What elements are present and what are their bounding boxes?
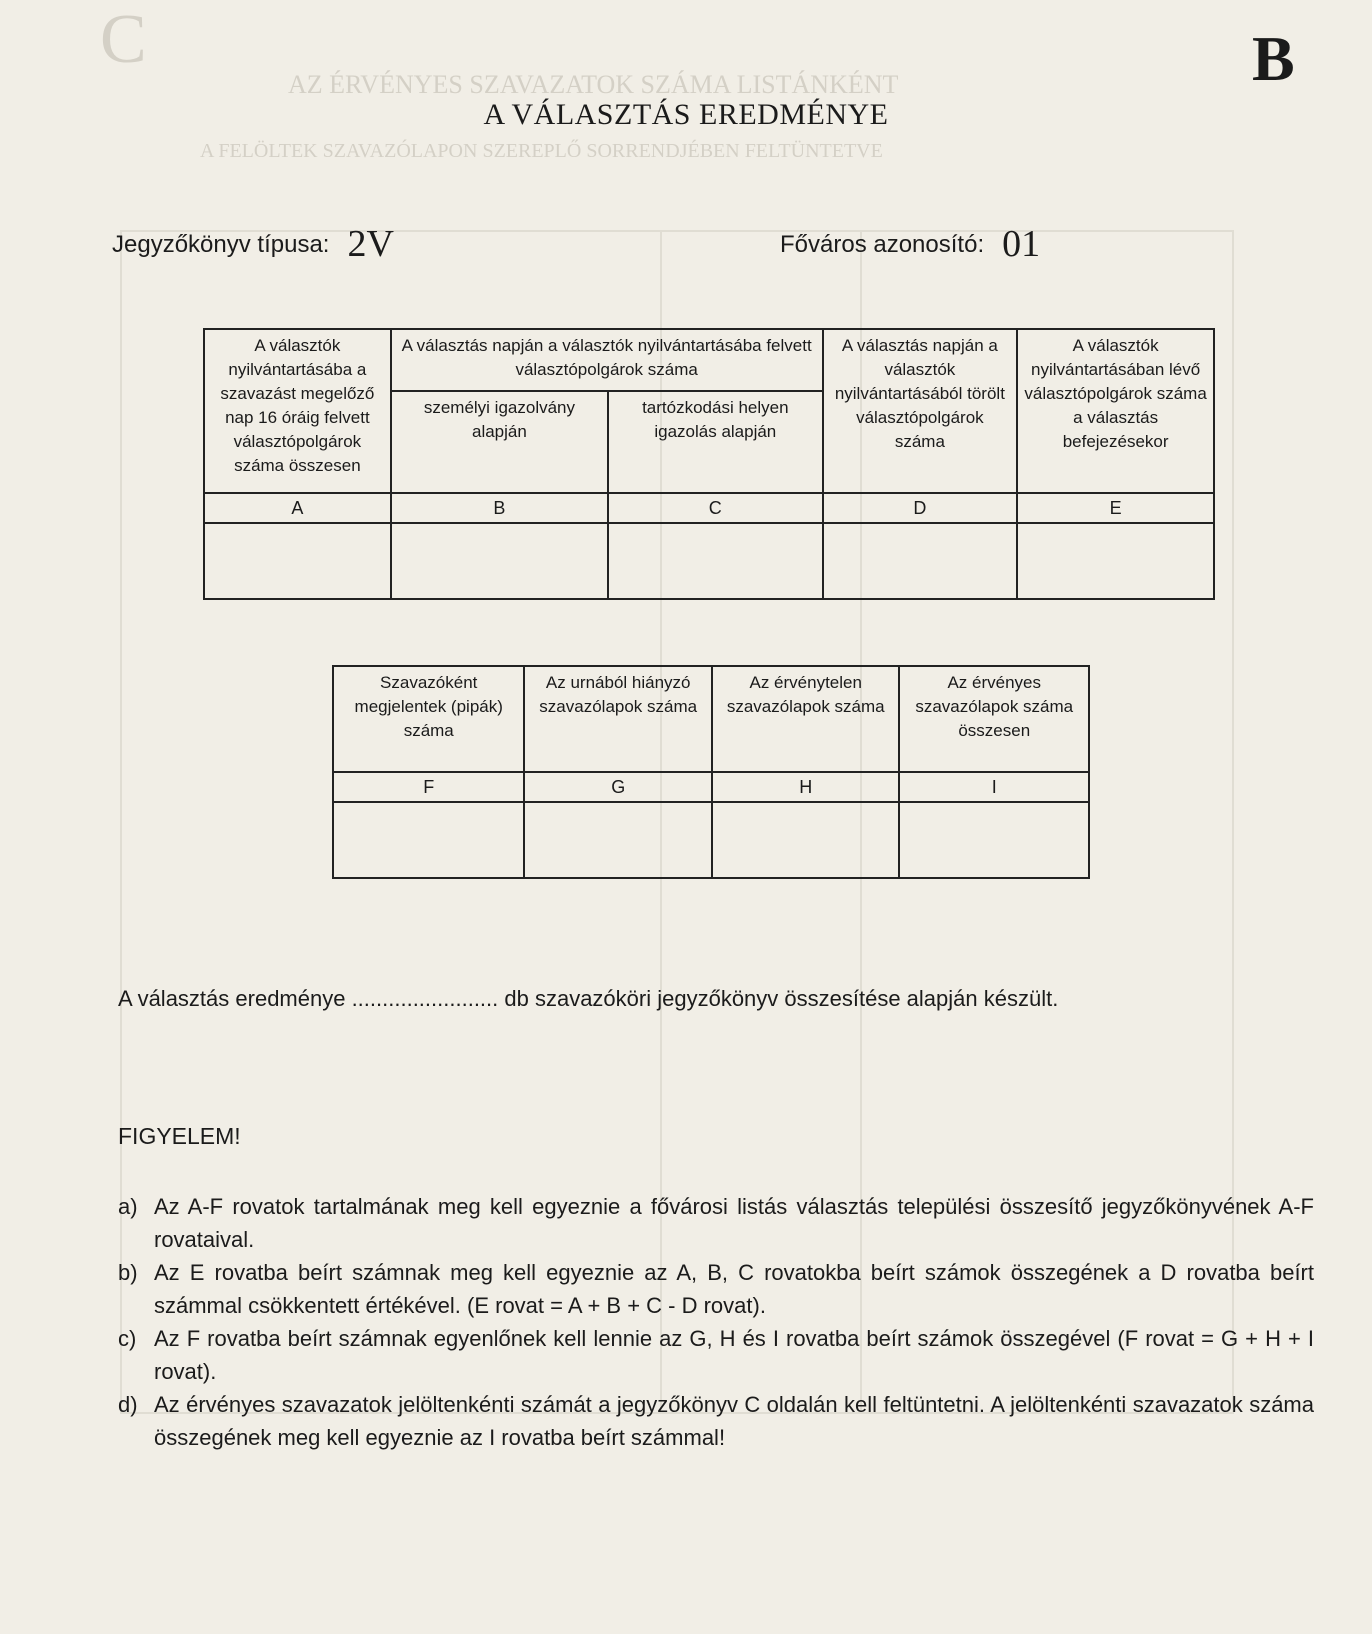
note-text: Az F rovatba beírt számnak egyenlőnek kell lennie az G, H és I rovatba beírt számok összegével (F rovat = G + H + I rovat). <box>154 1326 1314 1384</box>
page-letter: B <box>1252 23 1295 94</box>
note-item <box>118 1388 1314 1454</box>
letter-h: H <box>712 772 900 802</box>
letter-i: I <box>899 772 1089 802</box>
letter-e: E <box>1017 493 1214 523</box>
header-col-b: személyi igazolvány alapján <box>391 391 608 493</box>
entry-c[interactable] <box>608 523 822 599</box>
capital-id-label: Főváros azonosító: <box>780 231 985 258</box>
letter-g: G <box>524 772 712 802</box>
notes-list <box>118 1190 1314 1454</box>
entry-a[interactable] <box>204 523 391 599</box>
note-text: Az A-F rovatok tartalmának meg kell egyeznie a fővárosi listás választás települési összesítő jegyzőkönyvének A-F rovataival. <box>154 1194 1314 1252</box>
results-table-f-i <box>332 665 1090 879</box>
note-text: Az érvényes szavazatok jelöltenkénti számát a jegyzőkönyv C oldalán kell feltüntetni. A jelöltenkénti szavazatok száma összegének meg kell egyeznie az I rovatba beírt számmal! <box>154 1392 1314 1450</box>
note-marker: b) <box>118 1260 138 1285</box>
page-title: A VÁLASZTÁS EREDMÉNYE <box>483 98 889 131</box>
header-col-c: tartózkodási helyen igazolás alapján <box>608 391 822 493</box>
protocol-type-label: Jegyzőkönyv típusa: <box>112 231 330 258</box>
note-marker: c) <box>118 1326 137 1351</box>
note-marker: d) <box>118 1392 138 1417</box>
summary-sentence: A választás eredménye ........................ db szavazóköri jegyzőkönyv összesítése alapján készült. <box>118 986 1059 1011</box>
entry-g[interactable] <box>524 802 712 878</box>
entry-d[interactable] <box>823 523 1018 599</box>
letter-a: A <box>204 493 391 523</box>
header-col-d: A választás napján a választók nyilvántartásából törölt választópolgárok száma <box>823 329 1018 493</box>
capital-id-value: 01 <box>1002 223 1041 265</box>
note-item <box>118 1190 1314 1256</box>
warning-title: FIGYELEM! <box>118 1123 241 1149</box>
header-col-e: A választók nyilvántartásában lévő választópolgárok száma a választás befejezésekor <box>1017 329 1214 493</box>
entry-h[interactable] <box>712 802 900 878</box>
bleed-through: C AZ ÉRVÉNYES SZAVAZATOK SZÁMA LISTÁNKÉNT A FELÖLTEK SZAVAZÓLAPON SZEREPLŐ SORRENDJÉBEN FELTÜNTETVE <box>0 0 1372 1634</box>
header-col-a: A választók nyilvántartásába a szavazást megelőző nap 16 óráig felvett választópolgárok száma összesen <box>204 329 391 493</box>
results-table-a-e <box>203 328 1215 600</box>
capital-id <box>780 222 1040 266</box>
entry-i[interactable] <box>899 802 1089 878</box>
letter-c: C <box>608 493 822 523</box>
protocol-type <box>112 222 394 266</box>
letter-d: D <box>823 493 1018 523</box>
header-col-g: Az urnából hiányzó szavazólapok száma <box>524 666 712 772</box>
note-marker: a) <box>118 1194 138 1219</box>
protocol-type-value: 2V <box>347 223 394 265</box>
note-text: Az E rovatba beírt számnak meg kell egyeznie az A, B, C rovatokba beírt számok összegének a D rovatba beírt számmal csökkentett értékével. (E rovat = A + B + C - D rovat). <box>154 1260 1314 1318</box>
header-col-i: Az érvényes szavazólapok száma összesen <box>899 666 1089 772</box>
header-col-f: Szavazóként megjelentek (pipák) száma <box>333 666 524 772</box>
header-col-h: Az érvénytelen szavazólapok száma <box>712 666 900 772</box>
header-col-bc-group: A választás napján a választók nyilvántartásába felvett választópolgárok száma <box>391 329 823 391</box>
entry-e[interactable] <box>1017 523 1214 599</box>
entry-f[interactable] <box>333 802 524 878</box>
note-item <box>118 1256 1314 1322</box>
entry-b[interactable] <box>391 523 608 599</box>
letter-f: F <box>333 772 524 802</box>
note-item <box>118 1322 1314 1388</box>
letter-b: B <box>391 493 608 523</box>
